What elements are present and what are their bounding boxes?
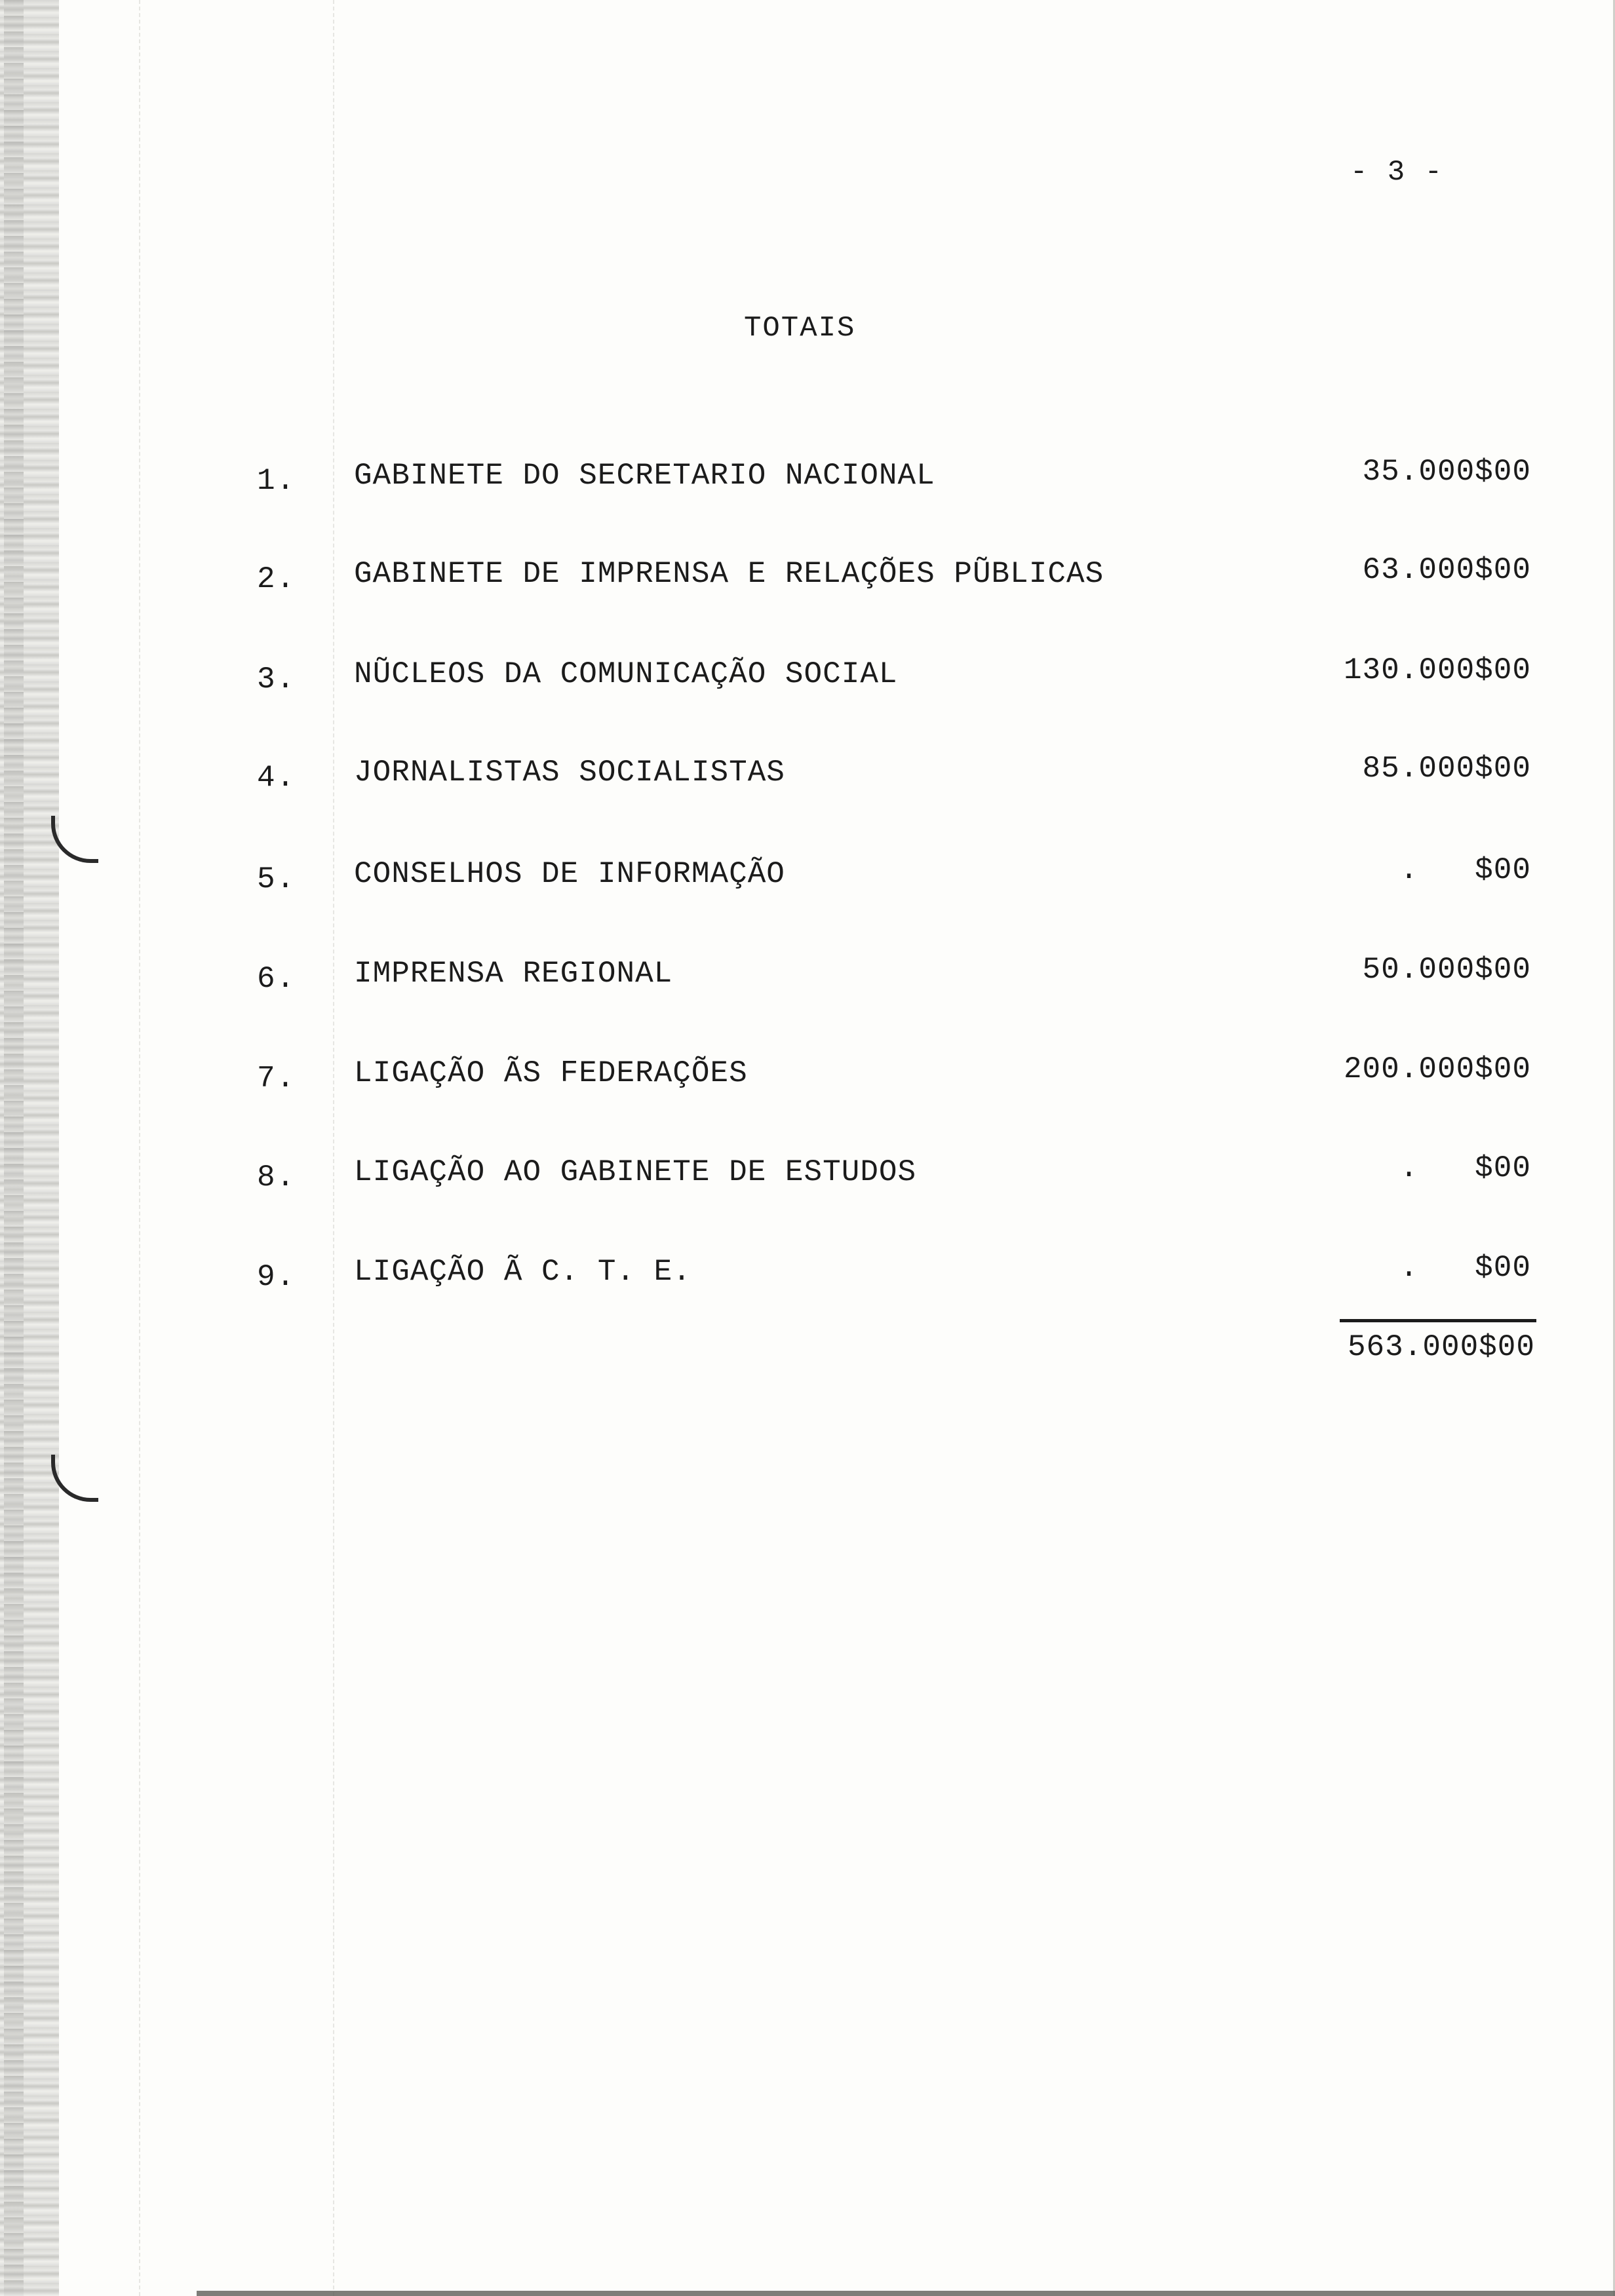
item-number: 5. — [257, 862, 296, 896]
item-number: 1. — [257, 464, 296, 498]
item-amount: 35.000$00 — [1362, 455, 1531, 489]
budget-line-item — [0, 752, 1615, 801]
item-number: 9. — [257, 1260, 296, 1294]
item-amount: . $00 — [1399, 853, 1531, 887]
budget-line-item — [0, 653, 1615, 703]
item-number: 7. — [257, 1062, 296, 1096]
item-amount: 130.000$00 — [1343, 653, 1531, 687]
item-amount: . $00 — [1399, 1251, 1531, 1285]
faint-guide-line — [139, 0, 140, 2296]
scanned-binding-edge — [0, 0, 59, 2296]
budget-line-item — [0, 1251, 1615, 1301]
item-number: 4. — [257, 761, 296, 795]
item-amount: 200.000$00 — [1343, 1052, 1531, 1086]
item-label: NŨCLEOS DA COMUNICAÇÃO SOCIAL — [354, 657, 898, 691]
grand-total-amount: 563.000$00 — [1347, 1330, 1535, 1364]
item-label: LIGAÇÃO Ã C. T. E. — [354, 1255, 691, 1289]
page-number: - 3 - — [1350, 156, 1444, 189]
faint-guide-line — [333, 0, 334, 2296]
item-amount: 85.000$00 — [1362, 752, 1531, 786]
item-number: 6. — [257, 962, 296, 996]
budget-line-item — [0, 1151, 1615, 1201]
total-underline — [1340, 1319, 1536, 1322]
item-label: CONSELHOS DE INFORMAÇÃO — [354, 857, 785, 891]
budget-line-item — [0, 953, 1615, 1003]
item-label: GABINETE DO SECRETARIO NACIONAL — [354, 459, 935, 493]
item-amount: . $00 — [1399, 1151, 1531, 1185]
item-label: LIGAÇÃO ÃS FEDERAÇÕES — [354, 1056, 748, 1090]
item-label: LIGAÇÃO AO GABINETE DE ESTUDOS — [354, 1155, 917, 1189]
item-number: 3. — [257, 662, 296, 697]
item-number: 8. — [257, 1160, 296, 1195]
budget-line-item — [0, 853, 1615, 903]
budget-line-item — [0, 455, 1615, 505]
item-label: GABINETE DE IMPRENSA E RELAÇÕES PŨBLICAS — [354, 557, 1104, 591]
page-bottom-edge — [197, 2291, 1615, 2296]
item-number: 2. — [257, 562, 296, 596]
document-title: TOTAIS — [744, 312, 856, 345]
item-amount: 63.000$00 — [1362, 553, 1531, 587]
item-label: IMPRENSA REGIONAL — [354, 957, 673, 991]
item-label: JORNALISTAS SOCIALISTAS — [354, 756, 785, 790]
item-amount: 50.000$00 — [1362, 953, 1531, 987]
budget-line-item — [0, 1052, 1615, 1102]
budget-line-item — [0, 553, 1615, 603]
